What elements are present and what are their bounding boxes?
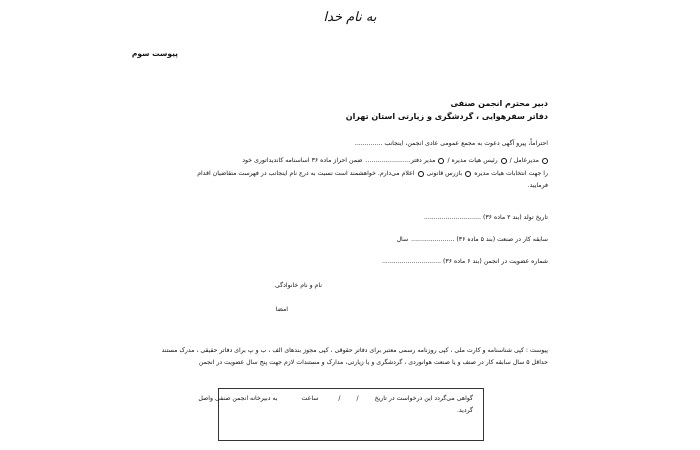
inspector-option-circle[interactable] bbox=[418, 171, 424, 177]
experience-unit: سال bbox=[396, 236, 409, 243]
addressee-line-1: دبیر محترم انجمن صنفی bbox=[450, 99, 548, 108]
election-line bbox=[197, 170, 548, 177]
election-text-a: را جهت انتخابات هیات مدیره bbox=[474, 170, 548, 177]
office-manager-option-label: مدیر دفتر....................... bbox=[365, 157, 436, 164]
office-manager-option-circle[interactable] bbox=[438, 158, 444, 164]
election-line-end bbox=[528, 182, 548, 189]
attachments-note-line-2: حداقل ۵ سال سابقه کار در صنف و یا صنعت هوانوردی ، گردشگری و یا زیارتی، مدارک و مستندات لازم جهت پنج سال عضویت در انجمن bbox=[198, 359, 548, 366]
ceo-option-label: مدیرعامل / bbox=[509, 157, 539, 164]
experience-field bbox=[397, 236, 548, 243]
name-label: نام و نام خانوادگی bbox=[275, 282, 322, 289]
election-text-d: فرمایید. bbox=[527, 182, 548, 189]
signature-label: امضا bbox=[275, 306, 288, 313]
birth-date-field bbox=[424, 214, 548, 221]
board-chair-option-circle[interactable] bbox=[501, 158, 507, 164]
membership-field bbox=[382, 258, 548, 265]
attachment-label: پیوست سوم bbox=[131, 49, 178, 58]
receipt-received-text: به دبیرخانه انجمن صنفی واصل bbox=[198, 395, 278, 402]
greeting-line bbox=[355, 140, 548, 147]
receipt-line-1 bbox=[198, 395, 473, 402]
election-text-b: بازرس قانونی bbox=[426, 170, 463, 177]
addressee-line-2: دفاتر سفرهوایی ، گردشگری و زیارتی استان تهران bbox=[345, 112, 548, 121]
receipt-time-label: ساعت bbox=[301, 395, 319, 402]
board-chair-option-label: رئیس هیات مدیره / bbox=[447, 157, 498, 164]
greeting-text: احتراماً، پیرو آگهی دعوت به مجمع عمومی عادی انجمن، اینجانب .............. bbox=[354, 140, 548, 147]
receipt-date-sep-1: / bbox=[356, 395, 359, 402]
membership-label: شماره عضویت در انجمن (بند ۶ ماده ۳۶) .............................. bbox=[382, 258, 548, 265]
receipt-line-2: گردید. bbox=[456, 407, 473, 414]
birth-date-label: تاریخ تولد (بند ۲ ماده ۳۶) ............................. bbox=[423, 214, 548, 221]
ceo-option-circle[interactable] bbox=[542, 158, 548, 164]
role-options-line bbox=[242, 157, 548, 164]
basmala-heading: به نام خدا bbox=[323, 10, 377, 25]
receipt-date-label: گواهی می‌گردد این درخواست در تاریخ bbox=[374, 395, 473, 402]
attachments-note-line-1: پیوست : کپی شناسنامه و کارت ملی ، کپی روزنامه رسمی معتبر برای دفاتر حقوقی ، کپی مجوز بندهای الف ، ب و پ برای دفاتر حقیقی ، مدرک مستند bbox=[161, 347, 548, 354]
board-election-option-circle[interactable] bbox=[465, 171, 471, 177]
experience-label: سابقه کار در صنعت (بند ۵ ماده ۳۶) ...................... bbox=[411, 236, 548, 243]
receipt-box bbox=[198, 388, 484, 441]
election-text-c: اعلام می‌دارم. خواهشمند است نسبت به درج نام اینجانب در فهرست متقاضیان اقدام bbox=[197, 170, 415, 177]
role-line-end: ضمن احراز ماده ۳۶ اساسنامه کاندیداتوری خود bbox=[242, 157, 363, 164]
receipt-date-sep-2: / bbox=[338, 395, 341, 402]
